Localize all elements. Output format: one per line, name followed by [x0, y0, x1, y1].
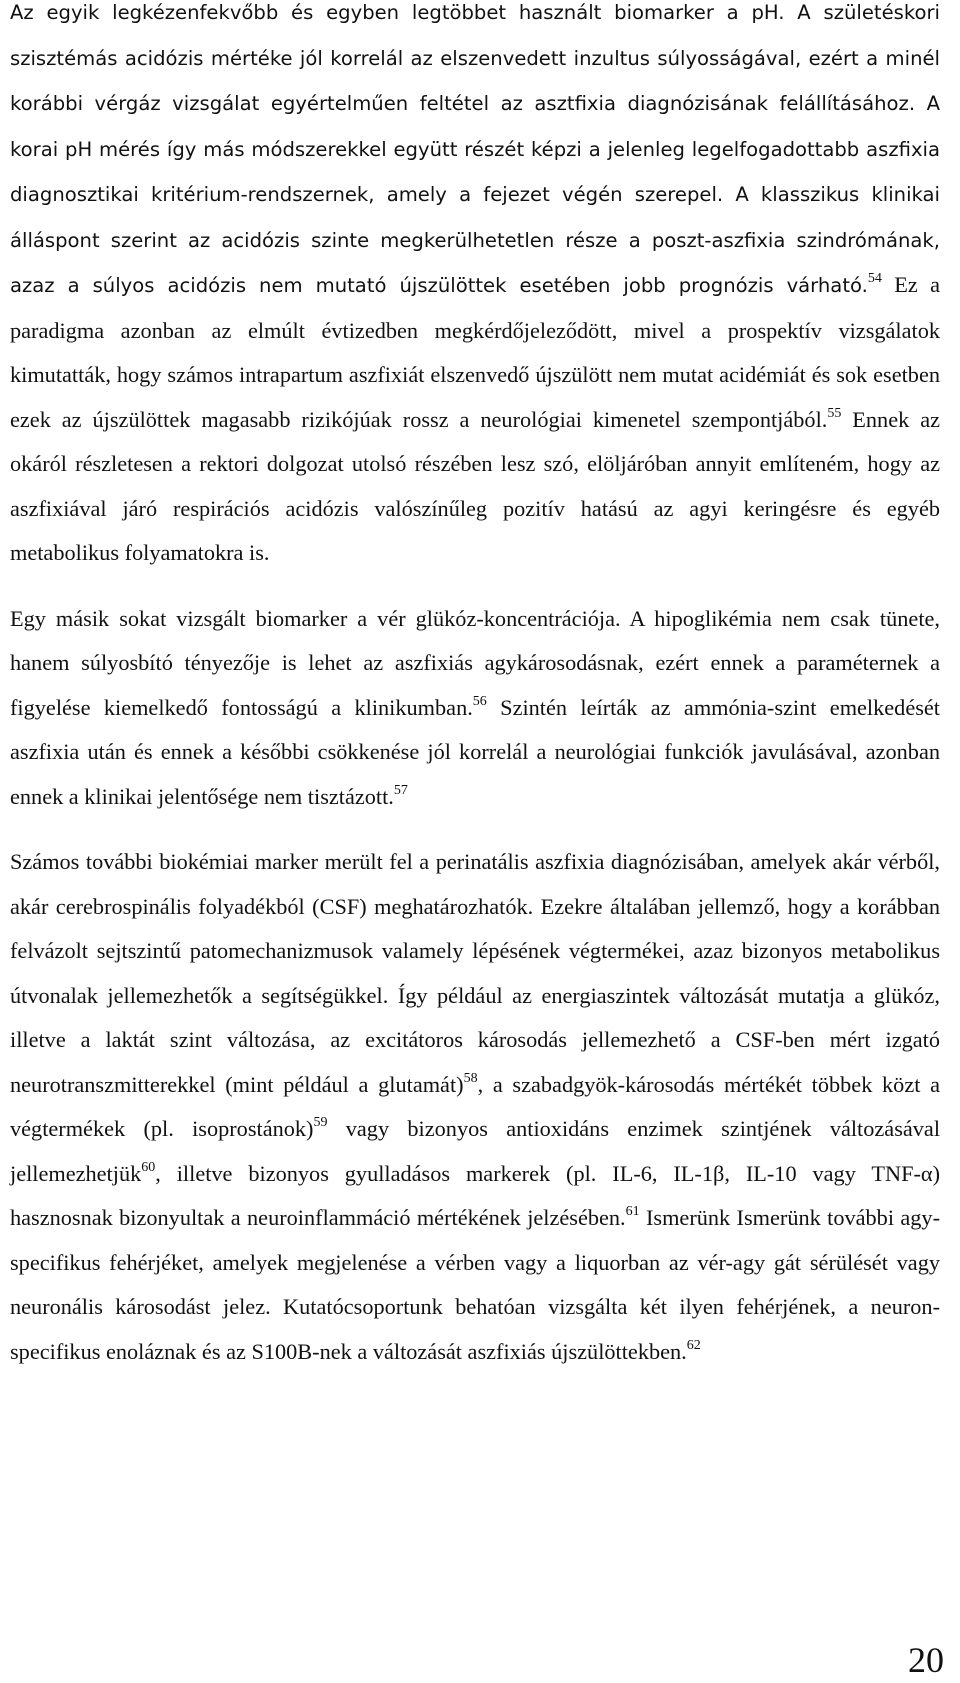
paragraph-text: Számos további biokémiai marker merült fel a perinatális aszfixia diagnózisában, amelyek akár vérből, akár cerebrospinális folyadékból (CSF) meghatározhatók. Ezekre általában jellemző, hogy a korábban felvázolt sejtszintű patomechanizmusok valamely lépésének végtermékei, azaz bizonyos metabolikus útvonalak jellemezhetők a segítségükkel. Így például az energiaszintek változását mutatja a glükóz, illetve a laktát szint változása, az excitátoros károsodás jellemezhető a CSF-ben mért izgató neurotranszmitterekkel (mint például a glutamát) [10, 849, 940, 1097]
footnote-reference: 61 [625, 1204, 640, 1219]
paragraph-text: , a szabadgyök-károsodás mértékét többek közt a végtermékek (pl. isoprostánok) [10, 1071, 941, 1141]
paragraph-biochemical-markers [10, 840, 940, 1374]
paragraph-text: Szintén leírták az ammónia-szint emelkedését aszfixia után és ennek a későbbi csökkenése jól korrelál a neurológiai funkciók javulásával, azonban ennek a klinikai jelentősége nem tisztázott. [10, 694, 940, 809]
footnote-reference: 55 [827, 405, 842, 421]
footnote-reference: 56 [472, 693, 487, 709]
paragraph-text: A korai pH mérés így más módszerekkel együtt részét képzi a jelenleg legelfogadottabb aszfixia diagnosztikai kritérium-rendszernek, amely a fejezet végén szerepel. A klasszikus klinikai álláspont szerint az acidózis szinte megkerülhetetlen része a poszt-aszfixia szindrómának, azaz a súlyos acidózis nem mutató újszülöttek esetében jobb prognózis várható. [10, 92, 940, 297]
paragraph-glucose-biomarker [10, 597, 940, 820]
paragraph-text: Ismerünk Ismerünk további agy-specifikus fehérjéket, amelyek megjelenése a vérben vagy a liquorban az vér-agy gát sérülését vagy neuronális károsodást jelez. Kutatócsoportunk behatóan vizsgálta két ilyen fehérjének, a neuron-specifikus enoláznak és az S100B-nek a változását aszfixiás újszülöttekben. [10, 1205, 940, 1364]
footnote-reference: 60 [141, 1159, 156, 1175]
paragraph-text: vagy bizonyos antioxidáns enzimek szintjének változásával jellemezhetjük [10, 1116, 941, 1186]
document-page [10, 0, 940, 1374]
paragraph-ph-biomarker [10, 0, 940, 576]
footnote-reference: 62 [686, 1337, 701, 1353]
footnote-reference: 58 [463, 1070, 478, 1086]
paragraph-text: Az egyik legkézenfekvőbb és egyben legtöbbet használt biomarker a pH. [10, 1, 785, 24]
paragraph-text: Ez a paradigma azonban az elmúlt évtizedben megkérdőjeleződött, mivel a prospektív vizsgálatok kimutatták, hogy számos intrapartum aszfixiát elszenvedő újszülött nem mutat acidémiát és sok esetben ezek az újszülöttek magasabb rizikójúak rossz a neurológiai kimenetel szempontjából. [10, 272, 940, 432]
paragraph-text: A születéskori szisztémás acidózis mértéke jól korrelál az elszenvedett inzultus súlyosságával, ezért a minél korábbi vérgáz vizsgálat egyértelműen feltétel az asztfixia diagnózisának felállításához. [10, 1, 940, 115]
paragraph-text: Egy másik sokat vizsgált biomarker a vér glükóz-koncentrációja. A hipoglikémia nem csak tünete, hanem súlyosbító tényezője is lehet az aszfixiás agykárosodásnak, ezért ennek a paraméternek a figyelése kiemelkedő fontosságú a klinikumban. [10, 605, 940, 720]
paragraph-text: , illetve bizonyos gyulladásos markerek (pl. IL-6, IL-1β, IL-10 vagy TNF-α) hasznosnak bizonyultak a neuroinflammáció mértékének jelzésében. [10, 1160, 940, 1230]
footnote-reference: 57 [393, 782, 408, 798]
footnote-reference: 54 [867, 271, 882, 286]
paragraph-text: Ennek az okáról részletesen a rektori dolgozat utolsó részében lesz szó, elöljáróban annyit említeném, hogy az aszfixiával járó respirációs acidózis valószínűleg pozitív hatású az agyi keringésre és egyéb metabolikus folyamatokra is. [10, 406, 940, 565]
footnote-reference: 59 [313, 1115, 328, 1130]
page-number: 20 [908, 1640, 944, 1680]
